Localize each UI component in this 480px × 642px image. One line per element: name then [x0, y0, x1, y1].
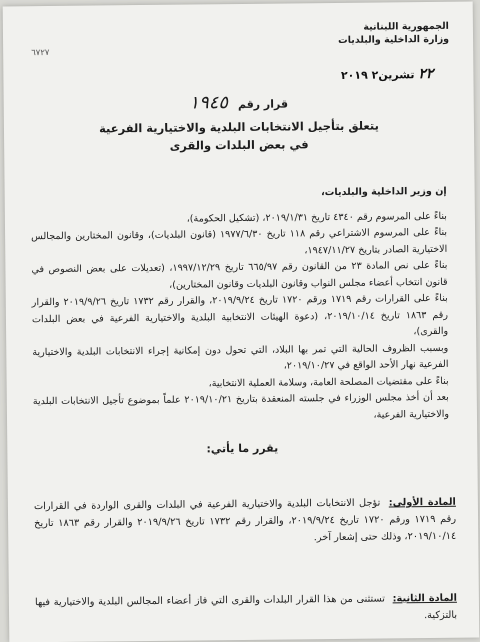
decision-date: [341, 66, 434, 83]
preamble-paragraph: بناءً على المرسوم رقم ٤٣٤٠ تاريخ ٢٠١٩/١/٣١، (تشكيل الحكومة)،: [186, 210, 447, 225]
republic-name: الجمهورية اللبنانية: [363, 20, 449, 33]
document-page: [3, 2, 480, 642]
preamble-paragraph: بناءً على نص المادة ٢٣ من القانون رقم ٦٦٥/٩٧ تاريخ ١٩٩٧/١٢/٢٩، (تعديلات على بعض النصوص في قانون انتخاب أعضاء مجلس النواب وقانون البلديات وقانون المختارين)،: [31, 259, 448, 291]
minister-line: إن وزير الداخلية والبلديات،: [321, 185, 447, 199]
decision-number: ١٩٤٥: [189, 92, 229, 114]
article-one-text: تؤجل الانتخابات البلدية والاختيارية الفرعية في البلدات والقرى الواردة في القرارات رقم ١٧١٩ ورقم ١٧٢٠ تاريخ ٢٠١٩/٩/٢٤، والقرار رقم ١٧٣٢ تاريخ ٢٠١٩/٩/٢٦ والقرار رقم ١٨٦٣ تاريخ ٢٠١٩/١٠/١٤، وذلك حتى إشعار آخر.: [33, 497, 457, 544]
date-day: ٢٢: [418, 65, 434, 83]
article-two-label: المادة الثانية:: [392, 592, 457, 605]
decision-subject: [44, 116, 434, 156]
subject-line-1: يتعلق بتأجيل الانتخابات البلدية والاختيارية الفرعية: [98, 118, 379, 136]
subject-line-2: في بعض البلدات والقرى: [169, 137, 309, 153]
reference-number: ٦٧٢٧: [31, 47, 50, 59]
date-month: تشرين٢: [371, 68, 415, 82]
preamble: [31, 184, 449, 427]
ministry-name: وزارة الداخلية والبلديات: [338, 33, 450, 46]
decision-title: [4, 90, 474, 116]
preamble-paragraph: بناءً على القرارات رقم ١٧١٩ ورقم ١٧٢٠ تاريخ ٢٠١٩/٩/٢٤، والقرار رقم ١٧٣٢ تاريخ ٢٠١٩/٩/٢٦ والقرار رقم ١٨٦٣ تاريخ ٢٠١٩/١٠/١٤، (دعوة الهيئات الانتخابية البلدية والاختيارية الفرعية في بعض البلدات والقرى)،: [31, 292, 449, 338]
preamble-paragraph: وبسبب الظروف الحالية التي تمر بها البلاد، التي تحول دون إمكانية إجراء الانتخابات البلدية والاختيارية الفرعية نهار الأحد الواقع في ٢٠١٩/١٠/٢٧،: [32, 342, 449, 372]
decides-heading: يقرر ما يأتي:: [206, 441, 279, 456]
preamble-paragraph: بناءً على مقتضيات المصلحة العامة، وسلامة العملية الانتخابية،: [208, 375, 449, 389]
letterhead: [338, 20, 449, 47]
article-one-label: المادة الأولى:: [388, 496, 456, 509]
preamble-paragraph: بعد أن أخذ مجلس الوزراء في جلسته المنعقدة بتاريخ ٢٠١٩/١٠/٢١ علماً بموضوع تأجيل الانتخابات البلدية والاختيارية الفرعية،: [32, 391, 450, 421]
article-one: [34, 494, 457, 549]
decision-label: قرار رقم: [237, 97, 289, 112]
article-two: [35, 590, 457, 628]
article-two-text: تستثنى من هذا القرار البلدات والقرى التي فاز أعضاء المجالس البلدية والاختيارية فيها بالتزكية.: [34, 593, 458, 622]
preamble-paragraph: بناءً على المرسوم الاشتراعي رقم ١١٨ تاريخ ١٩٧٧/٦/٣٠ (قانون البلديات)، وقانون المختارين والمجالس الاختيارية الصادر بتاريخ ١٩٤٧/١١/٢٧،: [31, 226, 448, 256]
date-year: ٢٠١٩: [340, 68, 368, 82]
